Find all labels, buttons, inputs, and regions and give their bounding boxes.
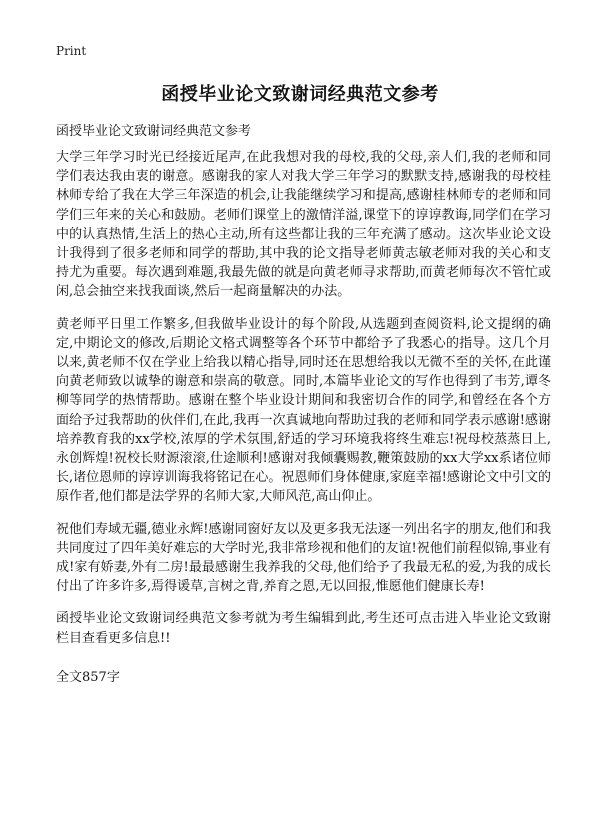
page-title: 函授毕业论文致谢词经典范文参考 bbox=[161, 84, 439, 105]
paragraph-3: 祝他们寿域无疆,德业永辉!感谢同窗好友以及更多我无法逐一列出名字的朋友,他们和我共同度过了四年美好难忘的大学时光,我非常珍视和他们的友谊!祝他们前程似锦,事业有成!家有娇妻,外有二房!最最感谢生我养我的父母,他们给予了我最无私的爱,为我的成长付出了许多许多,焉得谖草,言树之背,养育之恩,无以回报,惟愿他们健康长寿! bbox=[56, 521, 551, 595]
article-body bbox=[56, 148, 551, 661]
word-count: 全文857字 bbox=[56, 670, 120, 685]
paragraph-2: 黄老师平日里工作繁多,但我做毕业设计的每个阶段,从选题到查阅资料,论文提纲的确定,中期论文的修改,后期论文格式调整等各个环节中都给予了我悉心的指导。这几个月以来,黄老师不仅在学业上给我以精心指导,同时还在思想给我以无微不至的关怀,在此谨向黄老师致以诚挚的谢意和崇高的敬意。同时,本篇毕业论文的写作也得到了韦芳,谭冬柳等同学的热情帮助。感谢在整个毕业设计期间和我密切合作的同学,和曾经在各个方面给予过我帮助的伙伴们,在此,我再一次真诚地向帮助过我的老师和同学表示感谢!感谢培养教育我的xx学校,浓厚的学术氛围,舒适的学习环境我将终生难忘!祝母校蒸蒸日上,永创辉煌!祝校长财源滚滚,仕途顺利!感谢对我倾囊赐教,鞭策鼓励的xx大学xx系诸位师长,诸位恩师的谆谆训诲我将铭记在心。祝恩师们身体健康,家庭幸福!感谢论文中引文的原作者,他们都是法学界的名师大家,大师风范,高山仰止。 bbox=[56, 316, 551, 505]
print-link[interactable]: Print bbox=[56, 44, 87, 58]
article-subtitle: 函授毕业论文致谢词经典范文参考 bbox=[56, 124, 252, 139]
paragraph-1: 大学三年学习时光已经接近尾声,在此我想对我的母校,我的父母,亲人们,我的老师和同学们表达我由衷的谢意。感谢我的家人对我大学三年学习的默默支持,感谢我的母校桂林师专给了我在大学三年深造的机会,让我能继续学习和提高,感谢桂林师专的老师和同学们三年来的关心和鼓励。老师们课堂上的激情洋溢,课堂下的谆谆教诲,同学们在学习中的认真热情,生活上的热心主动,所有这些都让我的三年充满了感动。这次毕业论文设计我得到了很多老师和同学的帮助,其中我的论文指导老师黄志敏老师对我的关心和支持尤为重要。每次遇到难题,我最先做的就是向黄老师寻求帮助,而黄老师每次不管忙或闲,总会抽空来找我面谈,然后一起商量解决的办法。 bbox=[56, 150, 551, 300]
paragraph-4: 函授毕业论文致谢词经典范文参考就为考生编辑到此,考生还可点击进入毕业论文致谢栏目查看更多信息!! bbox=[56, 611, 551, 646]
